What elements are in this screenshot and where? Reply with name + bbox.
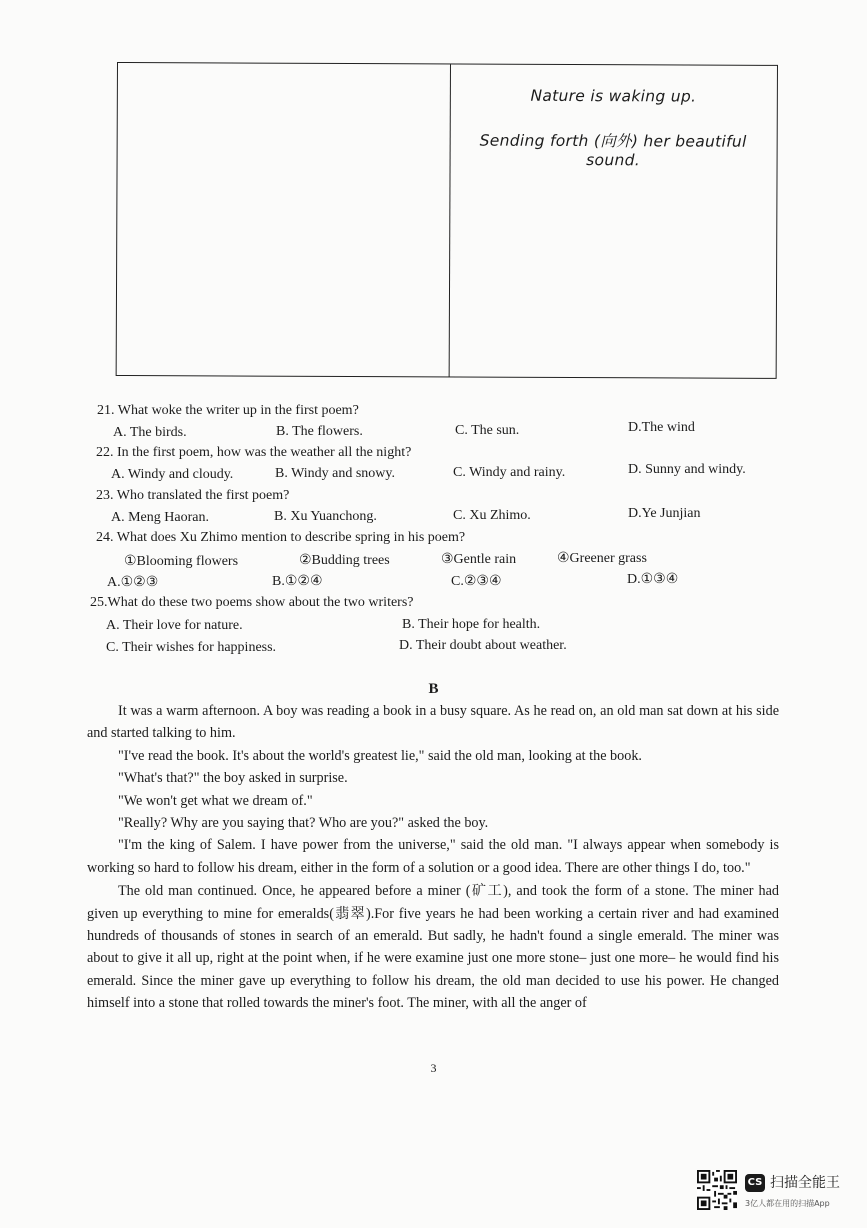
section-heading: B [428, 681, 439, 697]
question-stem: 23. Who translated the first poem? [96, 488, 290, 503]
scanner-watermark [697, 1168, 857, 1216]
answer-option: D.Ye Junjian [628, 506, 701, 521]
paragraph: "Really? Why are you saying that? Who are you?" asked the boy. [118, 815, 489, 832]
paragraph: "We won't get what we dream of." [118, 792, 313, 809]
paragraph: The old man continued. Once, he appeared before a miner (矿工), and took the form of a stone. The miner had given up everything to mine for emeralds(翡翠).For five years he had been working a certain river and had examined hundreds of thousands of stones in search of an emerald. But sadly, he hadn't found a single emerald. The miner was about to give it all up, right at the point when, if he were examine just one more stone– just one more– he would find his emerald. Since the miner gave up everything to follow his dream, the old man decided to use his power. He changed himself into a stone that rolled towards the miner's foot. The miner, with all the anger of [87, 883, 779, 1012]
poem-line: Nature is waking up. [530, 86, 697, 106]
watermark-title: 扫描全能王 [770, 1175, 840, 1191]
list-item: ①Blooming flowers [124, 554, 239, 569]
question-stem: 21. What woke the writer up in the first poem? [97, 403, 359, 418]
answer-option: A.①②③ [107, 575, 159, 590]
answer-option: D. Their doubt about weather. [399, 638, 567, 653]
answer-option: C. Xu Zhimo. [453, 508, 531, 523]
paragraph: "What's that?" the boy asked in surprise. [118, 770, 348, 787]
paragraph: "I've read the book. It's about the world's greatest lie," said the old man, looking at the book. [118, 747, 642, 764]
paragraph: It was a warm afternoon. A boy was reading a book in a busy square. As he read on, an old man sat down at his side and started talking to him. [87, 703, 779, 742]
answer-option: A. Their love for nature. [106, 618, 243, 633]
answer-option: D.The wind [628, 420, 695, 435]
answer-option: B. Xu Yuanchong. [274, 509, 377, 524]
passage-b [87, 700, 779, 1015]
table-divider [449, 64, 451, 376]
qr-code-icon [697, 1170, 737, 1210]
answer-option: B. Their hope for health. [402, 617, 541, 632]
answer-option: B.①②④ [272, 574, 323, 589]
answer-option: B. The flowers. [276, 424, 363, 439]
paragraph: "I'm the king of Salem. I have power from the universe," said the old man. "I always appear when somebody is working so hard to follow his dream, either in the form of a solution or a good idea. There are other things I do, too." [87, 837, 779, 876]
list-item: ③Gentle rain [441, 552, 517, 567]
answer-option: C. Windy and rainy. [453, 465, 566, 480]
answer-option: C. The sun. [455, 423, 520, 438]
camscanner-logo-icon: CS [745, 1174, 765, 1192]
answer-option: B. Windy and snowy. [275, 466, 395, 481]
answer-option: C. Their wishes for happiness. [106, 640, 277, 655]
poem-table [116, 62, 778, 379]
answer-option: A. Meng Haoran. [111, 510, 209, 525]
answer-option: D.①③④ [627, 572, 679, 587]
list-item: ④Greener grass [557, 551, 647, 566]
question-stem: 22. In the first poem, how was the weather all the night? [96, 445, 412, 460]
page-number: 3 [430, 1061, 437, 1075]
watermark-subtitle: 3亿人都在用的扫描App [745, 1199, 830, 1208]
question-stem: 24. What does Xu Zhimo mention to describe spring in his poem? [96, 530, 466, 545]
question-stem: 25.What do these two poems show about the two writers? [90, 595, 414, 610]
answer-option: A. Windy and cloudy. [111, 467, 234, 482]
poem-line: Sending forth (向外) her beautiful sound. [479, 131, 747, 170]
answer-option: D. Sunny and windy. [628, 462, 746, 477]
list-item: ②Budding trees [299, 553, 390, 568]
answer-option: A. The birds. [113, 425, 187, 440]
answer-option: C.②③④ [451, 574, 502, 589]
